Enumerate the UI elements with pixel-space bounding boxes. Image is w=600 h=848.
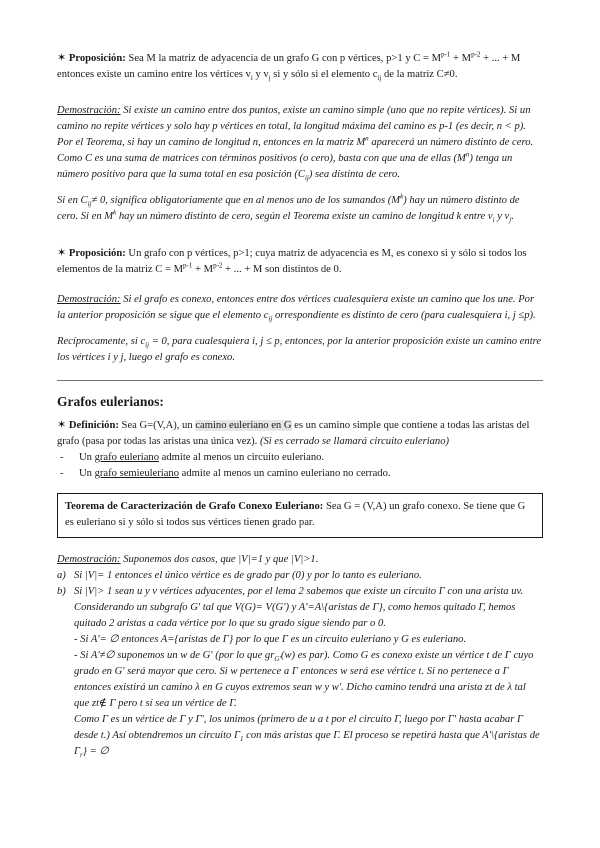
case-b: b) Si |V|> 1 sean u y v vértices adyacentes, por el lema 2 sabemos que existe un circuito Γ con una arista uv. Considerando un subgrafo G' tal que V(G)= V(G') y A'=A\{aristas de Γ}, como hemos quitado Γ, hemos quitado 2 aristas a cada vértice por lo que su grado sigue siendo par o 0.	[57, 586, 524, 629]
case-b-sub-1: - Si A'= ∅ entonces A={aristas de Γ} por lo que Γ es un circuito euleriano y G es euleriano.	[74, 634, 467, 645]
star-icon: ✶	[57, 247, 67, 259]
theorem-title: Teorema de Caracterización de Grafo Conexo Euleriano:	[65, 501, 324, 512]
document-page	[57, 50, 543, 760]
term-grafo-semieuleriano: grafo semieuleriano	[94, 468, 180, 479]
section-divider	[57, 380, 543, 381]
demonstration-3: Demostración: Suponemos dos casos, que |V|=1 y que |V|>1.	[57, 554, 319, 565]
definition-list	[57, 450, 543, 482]
highlighted-term: camino euleriano en G	[195, 420, 292, 431]
list-item: - Un grafo semieuleriano admite al menos un camino euleriano no cerrado.	[57, 466, 543, 482]
demonstration-label: Demostración:	[57, 294, 121, 305]
demonstration-label: Demostración:	[57, 554, 121, 565]
star-icon: ✶	[57, 52, 67, 64]
star-icon: ✶	[57, 419, 67, 431]
proposition-1: ✶ Proposición: Sea M la matriz de adyacencia de un grafo G con p vértices, p>1 y $C = M^{p-1} + M^{p-2}$ + ... + M entonces existe un camino entre los vértices $v_i$ y $v_j$ si y sólo si el elemento $c_{ij}$ de la matriz C≠0.	[57, 50, 521, 83]
proposition-2: ✶ Proposición: Un grafo con p vértices, p>1; cuya matriz de adyacencia es M, es conexo si y sólo si todos los elementos de la matriz $C = M^{p-1} + M^{p-2}$ + ... + M son distintos de 0.	[57, 247, 527, 275]
proposition-label: Proposición:	[68, 53, 126, 64]
definition-label: Definición:	[68, 420, 119, 431]
case-b-continuation: Como Γ es un vértice de Γ y Γ', los unimos (primero de u a t por el circuito Γ, luego por Γ' hasta acabar Γ desde t.) Así obtendremos un circuito $\Gamma_1$ con más aristas que Γ. El proceso se repetirá hasta que A'\{aristas de $\Gamma_r$} = ∅	[74, 714, 540, 760]
term-grafo-euleriano: grafo euleriano	[94, 452, 160, 463]
demonstration-1: Demostración: Si existe un camino entre dos puntos, existe un camino simple (uno que no repite vértices). Si un camino no repite vértices y solo hay p vértices en total, la longitud máxima del camino es p-1 (es decir, n < p). Por el Teorema, si hay un camino de longitud n, entonces en la matriz $M^n$ aparecerá un número distinto de cero. Como C es una suma de matrices con términos positivos (o cero), basta con que una de ellas $(M^n)$ tenga un número positivo para que la suma total en esa posición $(C_{ij})$ sea distinta de cero.	[57, 105, 534, 183]
theorem-box: Teorema de Caracterización de Grafo Conexo Euleriano: Sea G = (V,A) un grafo conexo. Se tiene que G es euleriano si y sólo si todos sus vértices tienen grado par.	[57, 493, 543, 538]
case-b-sub-2: - Si A'≠∅ suponemos un w de G' (por lo que $gr_{G'}(w)$ es par). Como G es conexo existe un vértice t de Γ cuyo grado en G' será mayor que cero. Si w pertenece a Γ entonces w será ese vértice t. Si no pertenece a Γ entonces existirá un camino λ en G cuyos extremos sean w y w'. Dicho camino tendrá una arista zt de λ tal que zt∉ Γ pero t sí sea un vértice de Γ.	[74, 650, 534, 709]
definition: ✶ Definición: Sea G=(V,A), un camino euleriano en G es un camino simple que contiene a todas las aristas del grafo (pasa por todas las aristas una única vez). (Si es cerrado se llamará circuito euleriano)	[57, 419, 530, 447]
demonstration-1-converse: Si en $C_{ij}\ne 0$, significa obligatoriamente que en al menos uno de los sumandos $(M^k)$ hay un número distinto de cero. Si en $M^k$ hay un número distinto de cero, según el Teorema existe un camino de longitud k entre $v_i$ y $v_j$.	[57, 192, 520, 225]
demonstration-2-converse: Recíprocamente, si $c_{ij} = 0$, para cualesquiera i, j ≤ p, entonces, por la anterior proposición existe un camino entre los vértices i y j, luego el grafo es conexo.	[57, 336, 542, 363]
section-title: Grafos eulerianos:	[57, 394, 164, 409]
demonstration-2: Demostración: Si el grafo es conexo, entonces entre dos vértices cualesquiera existe un camino que los une. Por la anterior proposición se sigue que el elemento $c_{ij}$ orrespondiente es distinto de cero (para cualesquiera i, j ≤p).	[57, 294, 536, 324]
proposition-label: Proposición:	[68, 248, 126, 259]
demonstration-label: Demostración:	[57, 105, 121, 116]
case-a: a) Si |V|= 1 entonces el único vértice es de grado par (0) y por lo tanto es euleriano.	[57, 570, 422, 581]
case-list	[57, 568, 543, 632]
list-item: - Un grafo euleriano admite al menos un circuito euleriano.	[57, 450, 543, 466]
